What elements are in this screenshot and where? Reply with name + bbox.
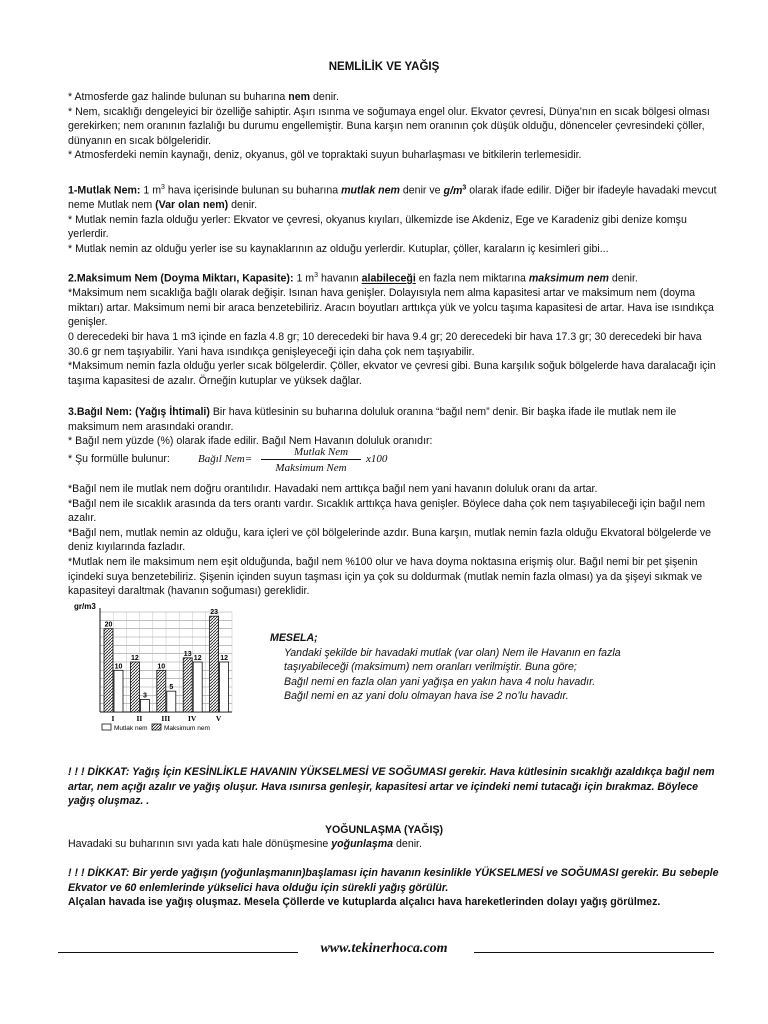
bar-maksimum-nem (210, 616, 219, 712)
mesela-line-1: Yandaki şekilde bir havadaki mutlak (var olan) Nem ile Havanın en fazla taşıyabileceği (maksimum) nem oranları verilmiştir. Buna göre; (284, 646, 621, 674)
bar-maksimum-nem (104, 629, 113, 712)
maksimum-paragraph-2: *Maksimum nem sıcaklığa bağlı olarak değişir. Isınan hava genişler. Dolayısıyla nem alma kapasitesi artar ve maksimum nem (doyma miktarı) artar. Maksimum nemi bir araca benzetebiliriz. Aracın boyutları arttıkça yük ve yolcu taşıma kapasitesi de artar. Hava ise ısındıkça genişler. (68, 287, 714, 329)
formula-fraction (261, 445, 361, 475)
yogunlasma-text: Havadaki su buharının sıvı yada katı hale dönüşmesine yoğunlaşma denir. (68, 838, 422, 850)
bagil-percent: * Bağıl nem yüzde (%) olarak ifade edilir. Bağıl Nem Havanın doluluk oranıdır: (68, 435, 433, 448)
formula-denominator: Maksimum Nem (275, 462, 347, 474)
chart-y-axis-label: gr/m3 (74, 602, 96, 611)
bar-maksimum-nem (183, 658, 192, 712)
mutlak-low-places: * Mutlak nemin az olduğu yerler ise su kaynaklarının az olduğu yerlerdir. Kutuplar, çöller, karaların iç kesimleri gibi... (68, 242, 609, 255)
mutlak-high-places: * Mutlak nemin fazla olduğu yerler: Ekvator ve çevresi, okyanus kıyıları, ülkemizde ise Akdeniz, Ege ve Karadeniz gibi denize komşu yerlerdir. (68, 213, 687, 241)
bar-value-label: 10 (157, 663, 166, 671)
bar-mutlak-nem (193, 662, 202, 712)
bagil-paragraph-4: *Bağıl nem ile sıcaklık arasında da ters orantı vardır. Sıcaklık arttıkça hava genişler. Böylece daha çok nem taşıyabileceği için bağıl nem azalır. (68, 497, 706, 525)
bagil-paragraph-3: *Bağıl nem ile mutlak nem doğru orantılıdır. Havadaki nem arttıkça bağıl nem yani havanın doluluk oranı da artar. (68, 483, 598, 495)
mesela-line-3: Bağıl nemi en az yani dolu olmayan hava ise 2 no’lu havadır. (284, 690, 569, 703)
nem-bar-chart (72, 600, 242, 750)
legend-label-maksimum: Maksimum nem (164, 725, 210, 732)
yogunlasma-title: YOĞUNLAŞMA (YAĞIŞ) (324, 824, 444, 836)
maksimum-paragraph-4: *Maksimum nemin fazla olduğu yerler sıcak bölgelerdir. Çöller, ekvator ve çevresi gibi. Buna karşılık soğuk bölgelerde hava daralacağı için taşıma kapasitesi de azalır. Örneğin kutuplar ve yüksek dağlar. (68, 360, 716, 387)
bar-value-label: 13 (183, 650, 192, 658)
dikkat-2-text: ! ! ! DİKKAT: Bir yerde yağışın (yoğunlaşmanın)başlaması için havanın kesinlikle YÜKSELMESİ ve SOĞUMASI gerekir. Bu sebeple Ekvator ve 60 enlemlerinde yükselici hava olduğu için sürekli yağış görülür. (68, 867, 719, 894)
maksimum-paragraph-3: 0 derecedeki bir hava 1 m3 içinde en fazla 4.8 gr; 10 derecedeki bir hava 9.4 gr; 20 derecedeki bir hava 17.3 gr; 30 derecedeki bir hava 30.6 gr nem taşıyabilir. Yani hava ısındıkça genişleyeceği için daha çok nem taşıyabilir. (68, 330, 702, 358)
dikkat-warning-1 (58, 765, 722, 809)
bar-value-label: 12 (131, 655, 139, 662)
alcalan-hava-text: Alçalan havada ise yağış oluşmaz. Mesela Çöllerde ve kutuplarda alçalıcı hava hareketlerinden dolayı yağış görülmez. (68, 896, 661, 909)
chart-svg (72, 600, 242, 750)
bar-value-label: 3 (142, 692, 147, 700)
x-tick-label: III (161, 714, 171, 723)
mesela-example (270, 631, 670, 704)
formula-numerator: Mutlak Nem (293, 446, 349, 458)
bagil-paragraph-6: *Mutlak nem ile maksimum nem eşit olduğunda, bağıl nem %100 olur ve hava doyma noktasına erişmiş olur. Bağıl nemi bir pet şişenin içindeki suya benzetebiliriz. Şişenin içinden suyun taşması için ya çok su doldurmak (mutlak nemin fazla olması) ya da şişeyi sıkmak ve kapasiteyi daraltmak (havanın soğuması) gereklidir. (68, 555, 703, 598)
bagil-definition: 3.Bağıl Nem: (Yağış İhtimali) Bir hava kütlesinin su buharına doluluk oranına “bağıl nem” denir. Bir başka ifade ile mutlak nem ile maksimum nem arasındaki orandır. (68, 406, 677, 433)
bar-maksimum-nem (130, 662, 139, 712)
yogunlasma-definition (58, 837, 718, 852)
x-tick-label: II (136, 714, 143, 723)
bar-value-label: 12 (220, 655, 228, 662)
maksimum-nem-section (58, 269, 718, 388)
intro-paragraph-2: * Nem, sıcaklığı dengeleyici bir özelliğe sahiptir. Aşırı ısınma ve soğumaya engel olur. Ekvator çevresi, Dünya’nın en sıcak bölgesi olması gerekirken; nem oranının fazlalığı bu durumu engellemiştir. Buna karşın nem oranının çok düşük olduğu, dönenceler çevresindeki çöller, dünyanın en sıcak bölgeleridir. (68, 105, 710, 147)
mutlak-nem-section (58, 181, 718, 257)
fraction-bar (261, 459, 361, 460)
intro-section (58, 90, 718, 163)
formula-label: * Şu formülle bulunur: (68, 453, 170, 465)
bagil-paragraph-5: *Bağıl nem, mutlak nemin az olduğu, kara içleri ve çöl bölgelerinde azdır. Buna karşın, mutlak nemin fazla olduğu Ekvatoral bölgelerde ve deniz kıyılarında fazladır. (68, 526, 712, 554)
mesela-heading: MESELA; (270, 632, 318, 644)
formula-multiplier: x100 (366, 453, 388, 465)
bar-mutlak-nem (114, 670, 123, 712)
page-title: NEMLİLİK VE YAĞIŞ (328, 61, 440, 73)
bar-maksimum-nem (157, 670, 166, 712)
bagil-nem-section (58, 405, 718, 449)
mutlak-definition: 1-Mutlak Nem: 1 $m^3$ hava içerisinde bulunan su buharına mutlak nem denir ve $g/m^3$ olarak ifade edilir. Diğer bir ifadeyle havadaki mevcut neme Mutlak nem (Var olan nem) denir. (68, 184, 717, 212)
bar-mutlak-nem (140, 700, 149, 713)
bagil-nem-details (58, 482, 718, 599)
chart-legend (102, 724, 210, 732)
x-tick-label: I (111, 714, 115, 723)
dikkat-warning-2 (58, 866, 722, 910)
bar-mutlak-nem (167, 691, 176, 712)
bar-mutlak-nem (220, 662, 229, 712)
mesela-line-2: Bağıl nemi en fazla olan yani yağışa en yakın hava 4 nolu havadır. (284, 675, 596, 688)
legend-swatch-mutlak (102, 724, 111, 730)
x-tick-label: IV (188, 714, 197, 723)
intro-paragraph-3: * Atmosferdeki nemin kaynağı, deniz, okyanus, göl ve topraktaki suyun buharlaşması ve bitkilerin terlemesidir. (68, 149, 582, 162)
bar-value-label: 12 (193, 655, 202, 662)
chart-bars (104, 616, 229, 712)
dikkat-1-text: ! ! ! DİKKAT: Yağış İçin KESİNLİKLE HAVANIN YÜKSELMESİ VE SOĞUMASI gerekir. Hava kütlesinin sıcaklığı azaldıkça bağıl nem artar, nem açığı azalır ve yağış oluşur. Hava ısınırsa genleşir, kapasitesi artar ve içindeki nemi tutacağı için bırakmaz. Böylece yağış oluşmaz. . (68, 766, 715, 808)
legend-label-mutlak: Mutlak nem (114, 725, 148, 732)
bar-value-label: 5 (169, 684, 174, 692)
bar-value-label: 20 (104, 621, 113, 629)
legend-swatch-maksimum (152, 724, 161, 730)
footer-website: www.tekinerhoca.com (320, 941, 448, 956)
formula-name: Bağıl Nem= (198, 453, 253, 465)
bar-value-label: 23 (210, 609, 218, 617)
x-tick-label: V (215, 714, 222, 723)
intro-line-1: * Atmosferde gaz halinde bulunan su buharına nem denir. (68, 91, 339, 103)
maksimum-definition: 2.Maksimum Nem (Doyma Miktarı, Kapasite): 1 $m^3$ havanın alabileceği en fazla nem miktarına maksimum nem denir. (68, 272, 638, 285)
bar-value-label: 10 (114, 663, 123, 671)
